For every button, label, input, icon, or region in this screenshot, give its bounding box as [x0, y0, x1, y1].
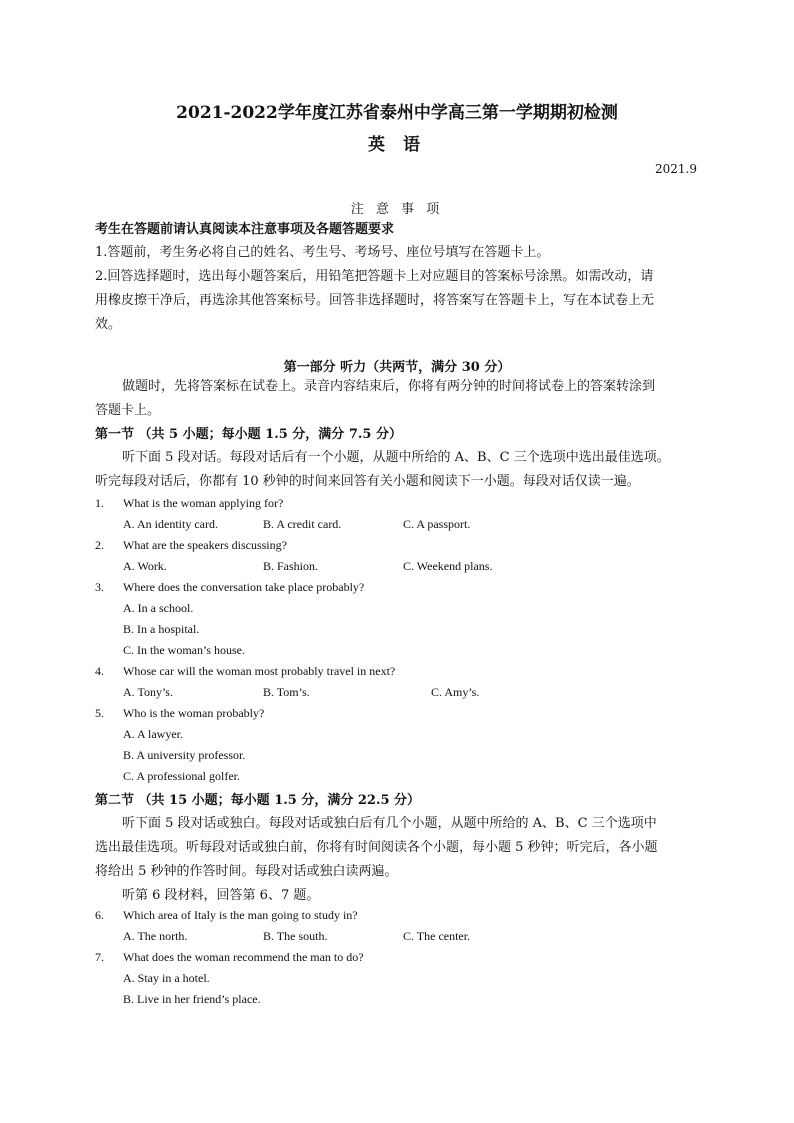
q3-option-c: C. In the woman’s house.	[123, 643, 245, 657]
question-number: 7.	[95, 950, 104, 964]
q6-option-b: B. The south.	[263, 929, 328, 943]
exam-date: 2021.9	[655, 162, 697, 176]
question-number: 4.	[95, 664, 104, 678]
q4-option-a: A. Tony’s.	[123, 685, 173, 699]
question-3	[95, 580, 364, 595]
q4-option-b: B. Tom’s.	[263, 685, 310, 699]
q3-option-b: B. In a hospital.	[123, 622, 200, 636]
section2-intro-line2: 选出最佳选项。听每段对话或独白前，你将有时间阅读各个小题，每小题 5 秒钟；听完后，各小题	[95, 840, 658, 855]
question-number: 6.	[95, 908, 104, 922]
section2-intro-line1: 听下面 5 段对话或独白。每段对话或独白后有几个小题，从题中所给的 A、B、C 三个选项中	[122, 816, 657, 831]
q5-option-b: B. A university professor.	[123, 748, 246, 762]
question-number: 5.	[95, 706, 104, 720]
q6-option-a: A. The north.	[123, 929, 188, 943]
notice-item-1: 1.答题前，考生务必将自己的姓名、考生号、考场号、座位号填写在答题卡上。	[95, 245, 550, 260]
part1-intro-line2: 答题卡上。	[95, 403, 161, 418]
question-text: What are the speakers discussing?	[123, 538, 287, 552]
section1-intro-line2: 听完每段对话后，你都有 10 秒钟的时间来回答有关小题和阅读下一小题。每段对话仅读一遍。	[95, 474, 640, 489]
q2-option-a: A. Work.	[123, 559, 167, 573]
section1-intro-line1: 听下面 5 段对话。每段对话后有一个小题，从题中所给的 A、B、C 三个选项中选出最佳选项。	[122, 450, 670, 465]
q1-option-b: B. A credit card.	[263, 517, 342, 531]
subject-title: 英 语	[368, 135, 426, 155]
question-7	[95, 950, 364, 965]
q6-option-c: C. The center.	[403, 929, 471, 943]
section2-intro-line3: 将给出 5 秒钟的作答时间。每段对话或独白读两遍。	[95, 864, 398, 879]
question-6	[95, 908, 358, 923]
section2-material-note: 听第 6 段材料，回答第 6、7 题。	[122, 888, 320, 903]
notice-heading: 注 意 事 项	[350, 202, 444, 217]
q2-option-c: C. Weekend plans.	[403, 559, 493, 573]
notice-item-2-line3: 效。	[95, 317, 122, 332]
notice-item-2-line1: 2.回答选择题时，选出每小题答案后，用铅笔把答题卡上对应题目的答案标号涂黑。如需改动，请	[95, 269, 654, 284]
q3-option-a: A. In a school.	[123, 601, 194, 615]
q1-option-c: C. A passport.	[403, 517, 471, 531]
question-text: Which area of Italy is the man going to study in?	[123, 908, 358, 922]
q7-option-a: A. Stay in a hotel.	[123, 971, 210, 985]
exam-title: 2021-2022学年度江苏省泰州中学高三第一学期期初检测	[176, 103, 618, 123]
q7-option-b: B. Live in her friend’s place.	[123, 992, 261, 1006]
question-text: What is the woman applying for?	[123, 496, 284, 510]
q4-option-c: C. Amy’s.	[431, 685, 480, 699]
part1-title: 第一部分 听力（共两节，满分 30 分）	[283, 360, 511, 375]
q1-option-a: A. An identity card.	[123, 517, 218, 531]
question-number: 2.	[95, 538, 104, 552]
question-text: Who is the woman probably?	[123, 706, 265, 720]
question-1	[95, 496, 283, 511]
section1-title: 第一节 （共 5 小题；每小题 1.5 分，满分 7.5 分）	[95, 427, 402, 442]
question-5	[95, 706, 264, 721]
notice-bold-line: 考生在答题前请认真阅读本注意事项及各题答题要求	[95, 222, 395, 237]
q5-option-a: A. A lawyer.	[123, 727, 183, 741]
notice-item-2-line2: 用橡皮擦干净后，再选涂其他答案标号。回答非选择题时，将答案写在答题卡上，写在本试卷上无	[95, 293, 655, 308]
q2-option-b: B. Fashion.	[263, 559, 319, 573]
question-text: What does the woman recommend the man to do?	[123, 950, 364, 964]
question-text: Whose car will the woman most probably travel in next?	[123, 664, 396, 678]
q5-option-c: C. A professional golfer.	[123, 769, 240, 783]
part1-intro-line1: 做题时，先将答案标在试卷上。录音内容结束后，你将有两分钟的时间将试卷上的答案转涂到	[122, 379, 656, 394]
question-number: 3.	[95, 580, 104, 594]
question-text: Where does the conversation take place probably?	[123, 580, 365, 594]
question-number: 1.	[95, 496, 104, 510]
question-4	[95, 664, 395, 679]
question-2	[95, 538, 287, 553]
section2-title: 第二节 （共 15 小题；每小题 1.5 分，满分 22.5 分）	[95, 793, 421, 808]
